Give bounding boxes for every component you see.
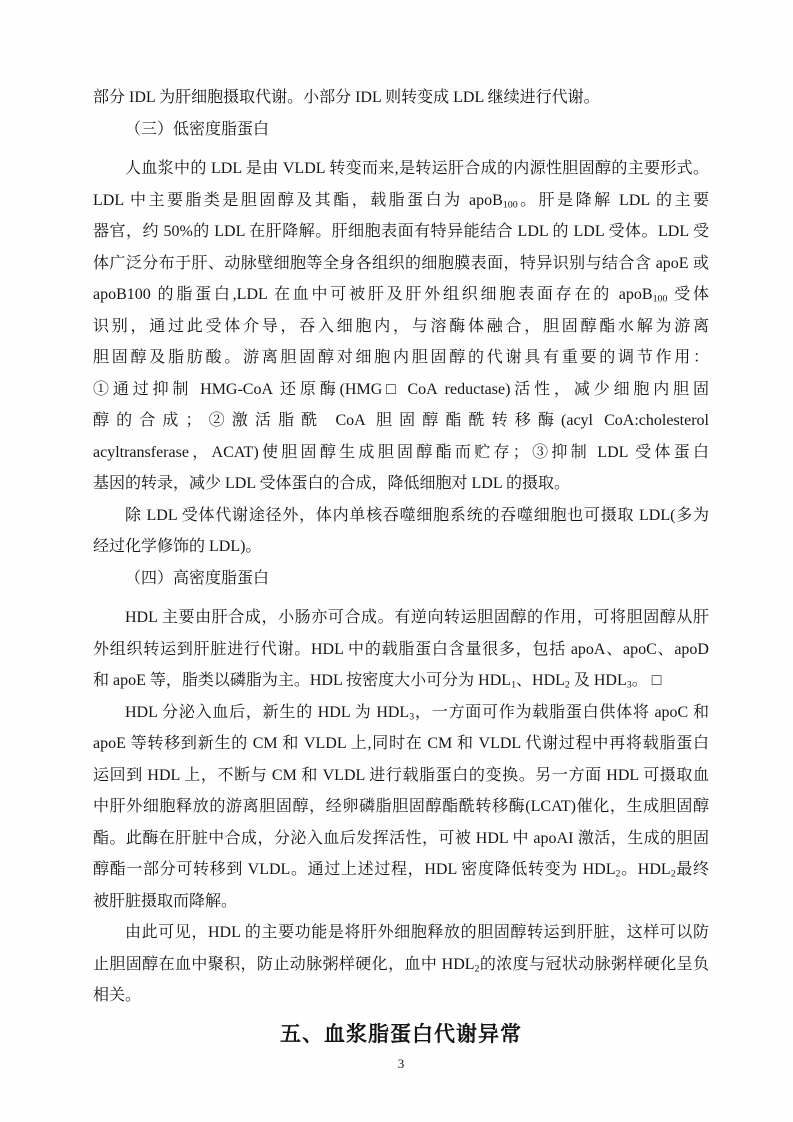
text-line: 醇的合成；②激活脂酰 CoA 胆固醇酯酰转移酶(acyl CoA:cholesterol [93, 412, 709, 429]
text-line: 部分 IDL 为肝细胞摄取代谢。小部分 IDL 则转变成 LDL 继续进行代谢。 [93, 89, 600, 106]
text-line: LDL 中主要脂类是胆固醇及其酯，载脂蛋白为 apoB$_{100}$。肝是降解 LDL 的主要 [93, 191, 709, 210]
text-line: 和 apoE 等，脂类以磷脂为主。HDL 按密度大小可分为 $HDL_1$、$HDL_2$ 及 $HDL_3$。 □ [93, 672, 662, 691]
text-line: 相关。 [93, 987, 142, 1004]
paragraph [93, 602, 709, 697]
text-line: 被肝脏摄取而降解。 [93, 892, 238, 910]
text-line: 人血浆中的 LDL 是由 VLDL 转变而来,是转运肝合成的内源性胆固醇的主要形式。 [125, 160, 709, 177]
paragraph [93, 153, 709, 500]
text-line: 器官，约 50%的 LDL 在肝降解。肝细胞表面有特异能结合 LDL 的 LDL 受体。LDL 受 [93, 223, 709, 240]
paragraph [93, 500, 709, 563]
text-line: 运回到 HDL 上，不断与 CM 和 VLDL 进行载脂蛋白的变换。另一方面 HDL 可摄取血 [93, 766, 709, 784]
text-line: 酯。此酶在肝脏中合成，分泌入血后发挥活性，可被 HDL 中 apoAI 激活，生成的胆固 [93, 829, 709, 847]
text-line: 除 LDL 受体代谢途径外，体内单核吞噬细胞系统的吞噬细胞也可摄取 LDL(多为 [125, 506, 709, 524]
subsection-heading [93, 563, 709, 595]
document-body [93, 82, 709, 1012]
text-line: 外组织转运到肝脏进行代谢。HDL 中的载脂蛋白含量很多，包括 apoA、apoC、apoD [93, 640, 709, 658]
paragraph [93, 917, 709, 1012]
text-line: 醇酯一部分可转移到 VLDL。通过上述过程，HDL 密度降低转变为 $HDL_2$。$HDL_2$最终 [93, 861, 709, 880]
text-line: 中肝外细胞释放的游离胆固醇，经卵磷脂胆固醇酯酰转移酶(LCAT)催化，生成胆固醇 [93, 798, 709, 815]
paragraph [93, 697, 709, 918]
text-line: acyltransferase，ACAT)使胆固醇生成胆固醇酯而贮存；③抑制 LDL 受体蛋白 [93, 443, 709, 461]
text-line: HDL 主要由肝合成，小肠亦可合成。有逆向转运胆固醇的作用，可将胆固醇从肝 [125, 609, 709, 626]
text-line: 经过化学修饰的 LDL)。 [93, 538, 262, 555]
text-line: ①通过抑制 HMG-CoA 还原酶(HMG□ CoA reductase)活性，减少细胞内胆固 [93, 380, 709, 398]
text-line: 止胆固醇在血中聚积，防止动脉粥样硬化，血中 $HDL_2$的浓度与冠状动脉粥样硬化呈负 [93, 955, 709, 974]
text-line: （四）高密度脂蛋白 [125, 569, 270, 587]
text-line: apoB100 的脂蛋白,LDL 在血中可被肝及肝外组织细胞表面存在的 apoB$_{100}$ 受体 [93, 286, 709, 305]
subsection-heading [93, 114, 709, 146]
text-line: 体广泛分布于肝、动脉壁细胞等全身各组织的细胞膜表面，特异识别与结合含 apoE 或 [93, 254, 709, 272]
page-number: 3 [397, 1055, 405, 1071]
text-line: 基因的转录，减少 LDL 受体蛋白的合成，降低细胞对 LDL 的摄取。 [93, 475, 571, 492]
text-line: （三）低密度脂蛋白 [125, 120, 270, 138]
text-line: 识别，通过此受体介导，吞入细胞内，与溶酶体融合，胆固醇酯水解为游离 [93, 317, 709, 335]
paragraph [93, 82, 709, 114]
text-line: 胆固醇及脂肪酸。游离胆固醇对细胞内胆固醇的代谢具有重要的调节作用： [93, 349, 709, 366]
text-line: 由此可见，HDL 的主要功能是将肝外细胞释放的胆固醇转运到肝脏，这样可以防 [125, 924, 709, 941]
text-line: apoE 等转移到新生的 CM 和 VLDL 上,同时在 CM 和 VLDL 代谢过程中再将载脂蛋白 [93, 735, 709, 752]
text-line: HDL 分泌入血后，新生的 HDL 为 $HDL_3$，一方面可作为载脂蛋白供体将 apoC 和 [125, 703, 709, 722]
section-heading: 五、血浆脂蛋白代谢异常 [280, 1021, 522, 1046]
